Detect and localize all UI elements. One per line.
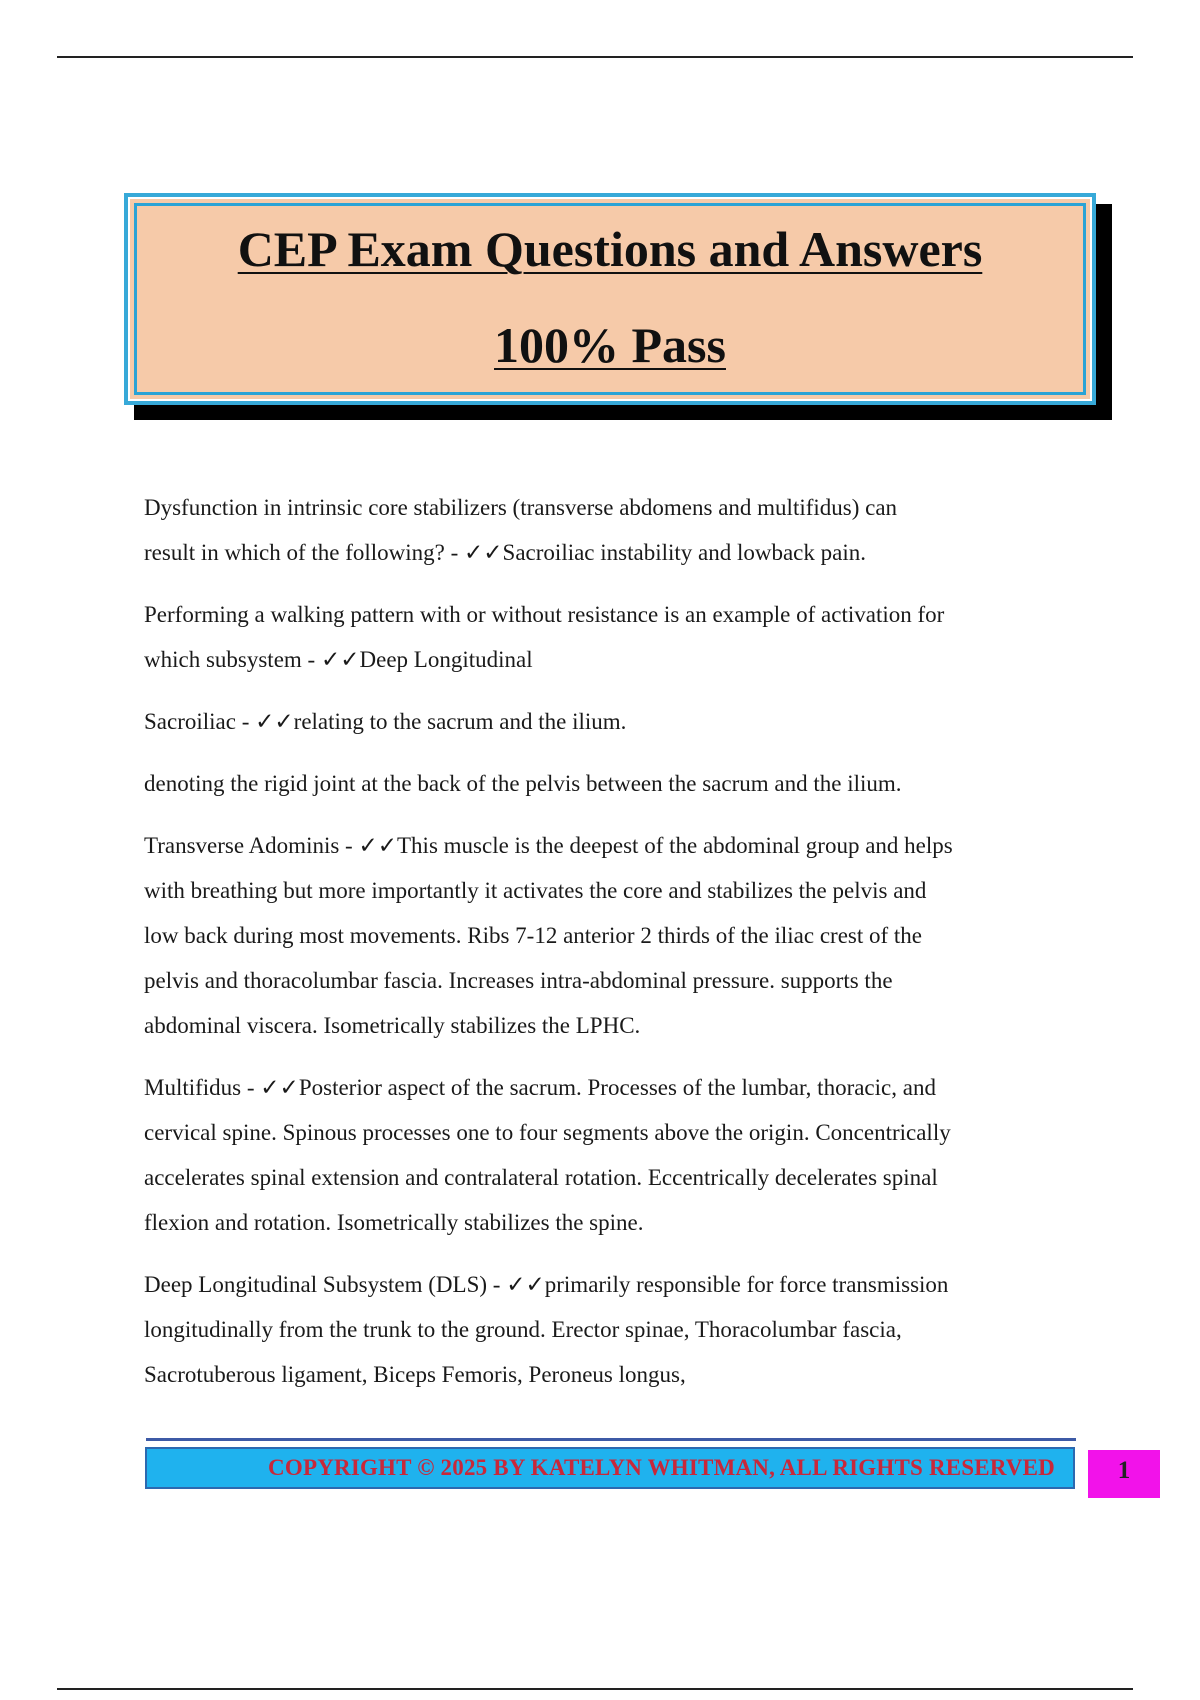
paragraph-line: Dysfunction in intrinsic core stabilizers (transverse abdomens and multifidus) can bbox=[144, 495, 898, 520]
footer-page-rule bbox=[57, 1688, 1133, 1690]
title-box bbox=[124, 193, 1096, 405]
paragraph-line: Sacroiliac - ✓✓relating to the sacrum and the ilium. bbox=[144, 709, 627, 734]
qa-paragraph bbox=[144, 485, 1084, 575]
header-rule bbox=[57, 56, 1133, 58]
paragraph-line: pelvis and thoracolumbar fascia. Increases intra-abdominal pressure. supports the bbox=[144, 968, 893, 993]
title-box-inner bbox=[128, 197, 1092, 401]
paragraph-line: Sacrotuberous ligament, Biceps Femoris, Peroneus longus, bbox=[144, 1362, 686, 1387]
qa-paragraph bbox=[144, 592, 1084, 682]
title-box-fill bbox=[134, 203, 1086, 395]
qa-paragraph bbox=[144, 761, 1084, 806]
paragraph-line: longitudinally from the trunk to the ground. Erector spinae, Thoracolumbar fascia, bbox=[144, 1317, 902, 1342]
qa-paragraph bbox=[144, 1065, 1084, 1245]
paragraph-line: denoting the rigid joint at the back of the pelvis between the sacrum and the ilium. bbox=[144, 771, 902, 796]
paragraph-line: low back during most movements. Ribs 7-12 anterior 2 thirds of the iliac crest of the bbox=[144, 923, 923, 948]
page-number: 1 bbox=[1088, 1450, 1160, 1498]
qa-paragraph bbox=[144, 1262, 1084, 1397]
footer-bar bbox=[145, 1447, 1075, 1489]
paragraph-line: flexion and rotation. Isometrically stabilizes the spine. bbox=[144, 1210, 644, 1235]
qa-paragraph bbox=[144, 699, 1084, 744]
paragraph-line: abdominal viscera. Isometrically stabilizes the LPHC. bbox=[144, 1013, 641, 1038]
paragraph-line: with breathing but more importantly it activates the core and stabilizes the pelvis and bbox=[144, 878, 927, 903]
paragraph-line: which subsystem - ✓✓Deep Longitudinal bbox=[144, 647, 533, 672]
qa-paragraph bbox=[144, 823, 1084, 1048]
paragraph-line: Transverse Adominis - ✓✓This muscle is the deepest of the abdominal group and helps bbox=[144, 833, 953, 858]
paragraph-line: Deep Longitudinal Subsystem (DLS) - ✓✓primarily responsible for force transmission bbox=[144, 1272, 949, 1297]
document-title: CEP Exam Questions and Answers bbox=[237, 221, 983, 277]
paragraph-line: result in which of the following? - ✓✓Sacroiliac instability and lowback pain. bbox=[144, 540, 866, 565]
paragraph-line: Performing a walking pattern with or without resistance is an example of activation for bbox=[144, 602, 945, 627]
document-subtitle: 100% Pass bbox=[494, 317, 726, 373]
document-body bbox=[144, 485, 1084, 1414]
paragraph-line: accelerates spinal extension and contralateral rotation. Eccentrically decelerates spinal bbox=[144, 1165, 938, 1190]
paragraph-line: Multifidus - ✓✓Posterior aspect of the sacrum. Processes of the lumbar, thoracic, and bbox=[144, 1075, 936, 1100]
paragraph-line: cervical spine. Spinous processes one to four segments above the origin. Concentrically bbox=[144, 1120, 951, 1145]
copyright-notice: COPYRIGHT © 2025 BY KATELYN WHITMAN, ALL RIGHTS RESERVED bbox=[268, 1455, 1055, 1480]
footer-rule bbox=[146, 1438, 1076, 1441]
